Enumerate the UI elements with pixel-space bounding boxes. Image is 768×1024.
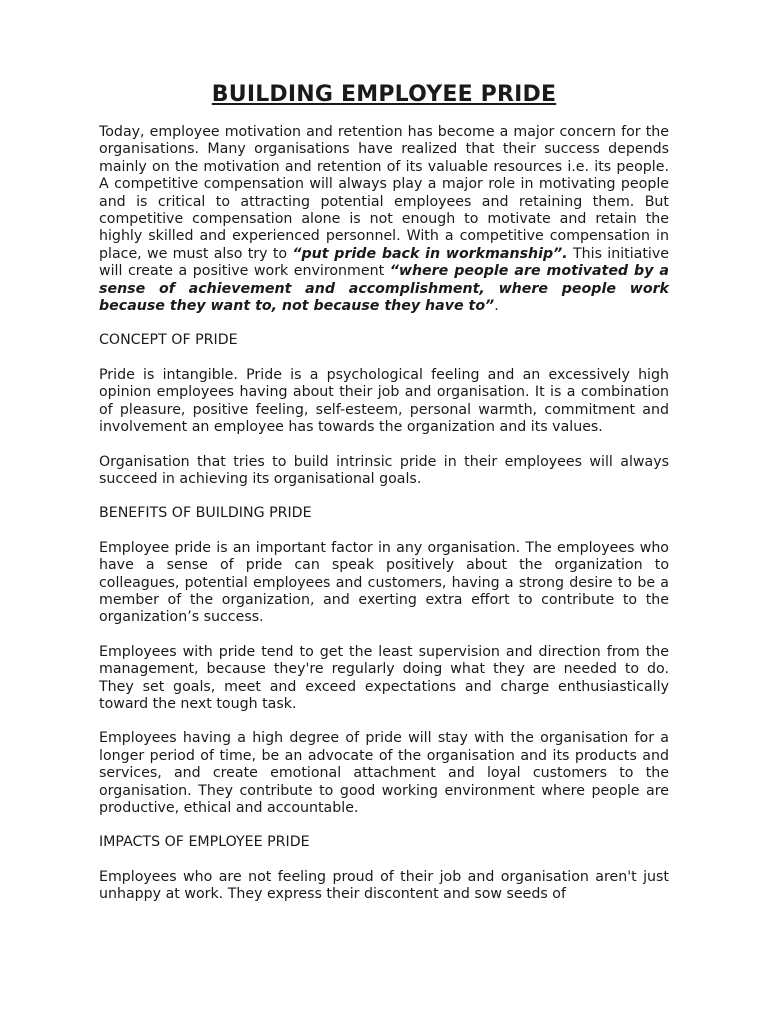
benefits-paragraph-3: Employees having a high degree of pride will stay with the organisation for a longer period of time, be an advocate of the organisation and its products and services, and create emotional attachment and loyal customers to the organisation. They contribute to good working environment where people are productive, ethical and accountable. xyxy=(99,730,669,816)
concept-paragraph-1: Pride is intangible. Pride is a psychological feeling and an excessively high opinion employees having about their job and organisation. It is a combination of pleasure, positive feeling, self-esteem, personal warmth, commitment and involvement an employee has towards the organization and its values. xyxy=(99,366,669,436)
section-heading-benefits: BENEFITS OF BUILDING PRIDE xyxy=(99,505,312,522)
document-page xyxy=(99,82,669,904)
section-heading-concept: CONCEPT OF PRIDE xyxy=(99,332,238,349)
intro-emphasis-2: “where people are motivated by a sense of achievement and accomplishment, where people work because they want to, not because they have to” xyxy=(99,263,669,315)
benefits-paragraph-1: Employee pride is an important factor in any organisation. The employees who have a sense of pride can speak positively about the organization to colleagues, potential employees and customers, having a strong desire to be a member of the organization, and exerting extra effort to contribute to the organization’s success. xyxy=(99,539,669,626)
intro-text-2: This initiative will create a positive work environment xyxy=(99,245,669,280)
intro-text-1: Today, employee motivation and retention has become a major concern for the organisations. Many organisations have realized that their success depends mainly on the motivation and retention of its valuable resources i.e. its people. A competitive compensation will always play a major role in motivating people and is critical to attracting potential employees and retaining them. But competitive compensation alone is not enough to motivate and retain the highly skilled and experienced personnel. With a competitive compensation in place, we must also try to xyxy=(99,124,669,262)
impacts-paragraph-1: Employees who are not feeling proud of their job and organisation aren't just unhappy at work. They express their discontent and sow seeds of xyxy=(99,868,669,903)
document-title: BUILDING EMPLOYEE PRIDE xyxy=(211,82,557,107)
intro-paragraph xyxy=(99,124,669,315)
benefits-paragraph-2: Employees with pride tend to get the least supervision and direction from the management, because they're regularly doing what they are needed to do. They set goals, meet and exceed expectations and charge enthusiastically toward the next tough task. xyxy=(99,643,669,712)
concept-paragraph-2: Organisation that tries to build intrinsic pride in their employees will always succeed in achieving its organisational goals. xyxy=(99,453,669,487)
intro-text-3: . xyxy=(494,298,499,315)
section-heading-impacts: IMPACTS OF EMPLOYEE PRIDE xyxy=(99,834,310,851)
intro-emphasis-1: “put pride back in workmanship”. xyxy=(292,245,568,262)
